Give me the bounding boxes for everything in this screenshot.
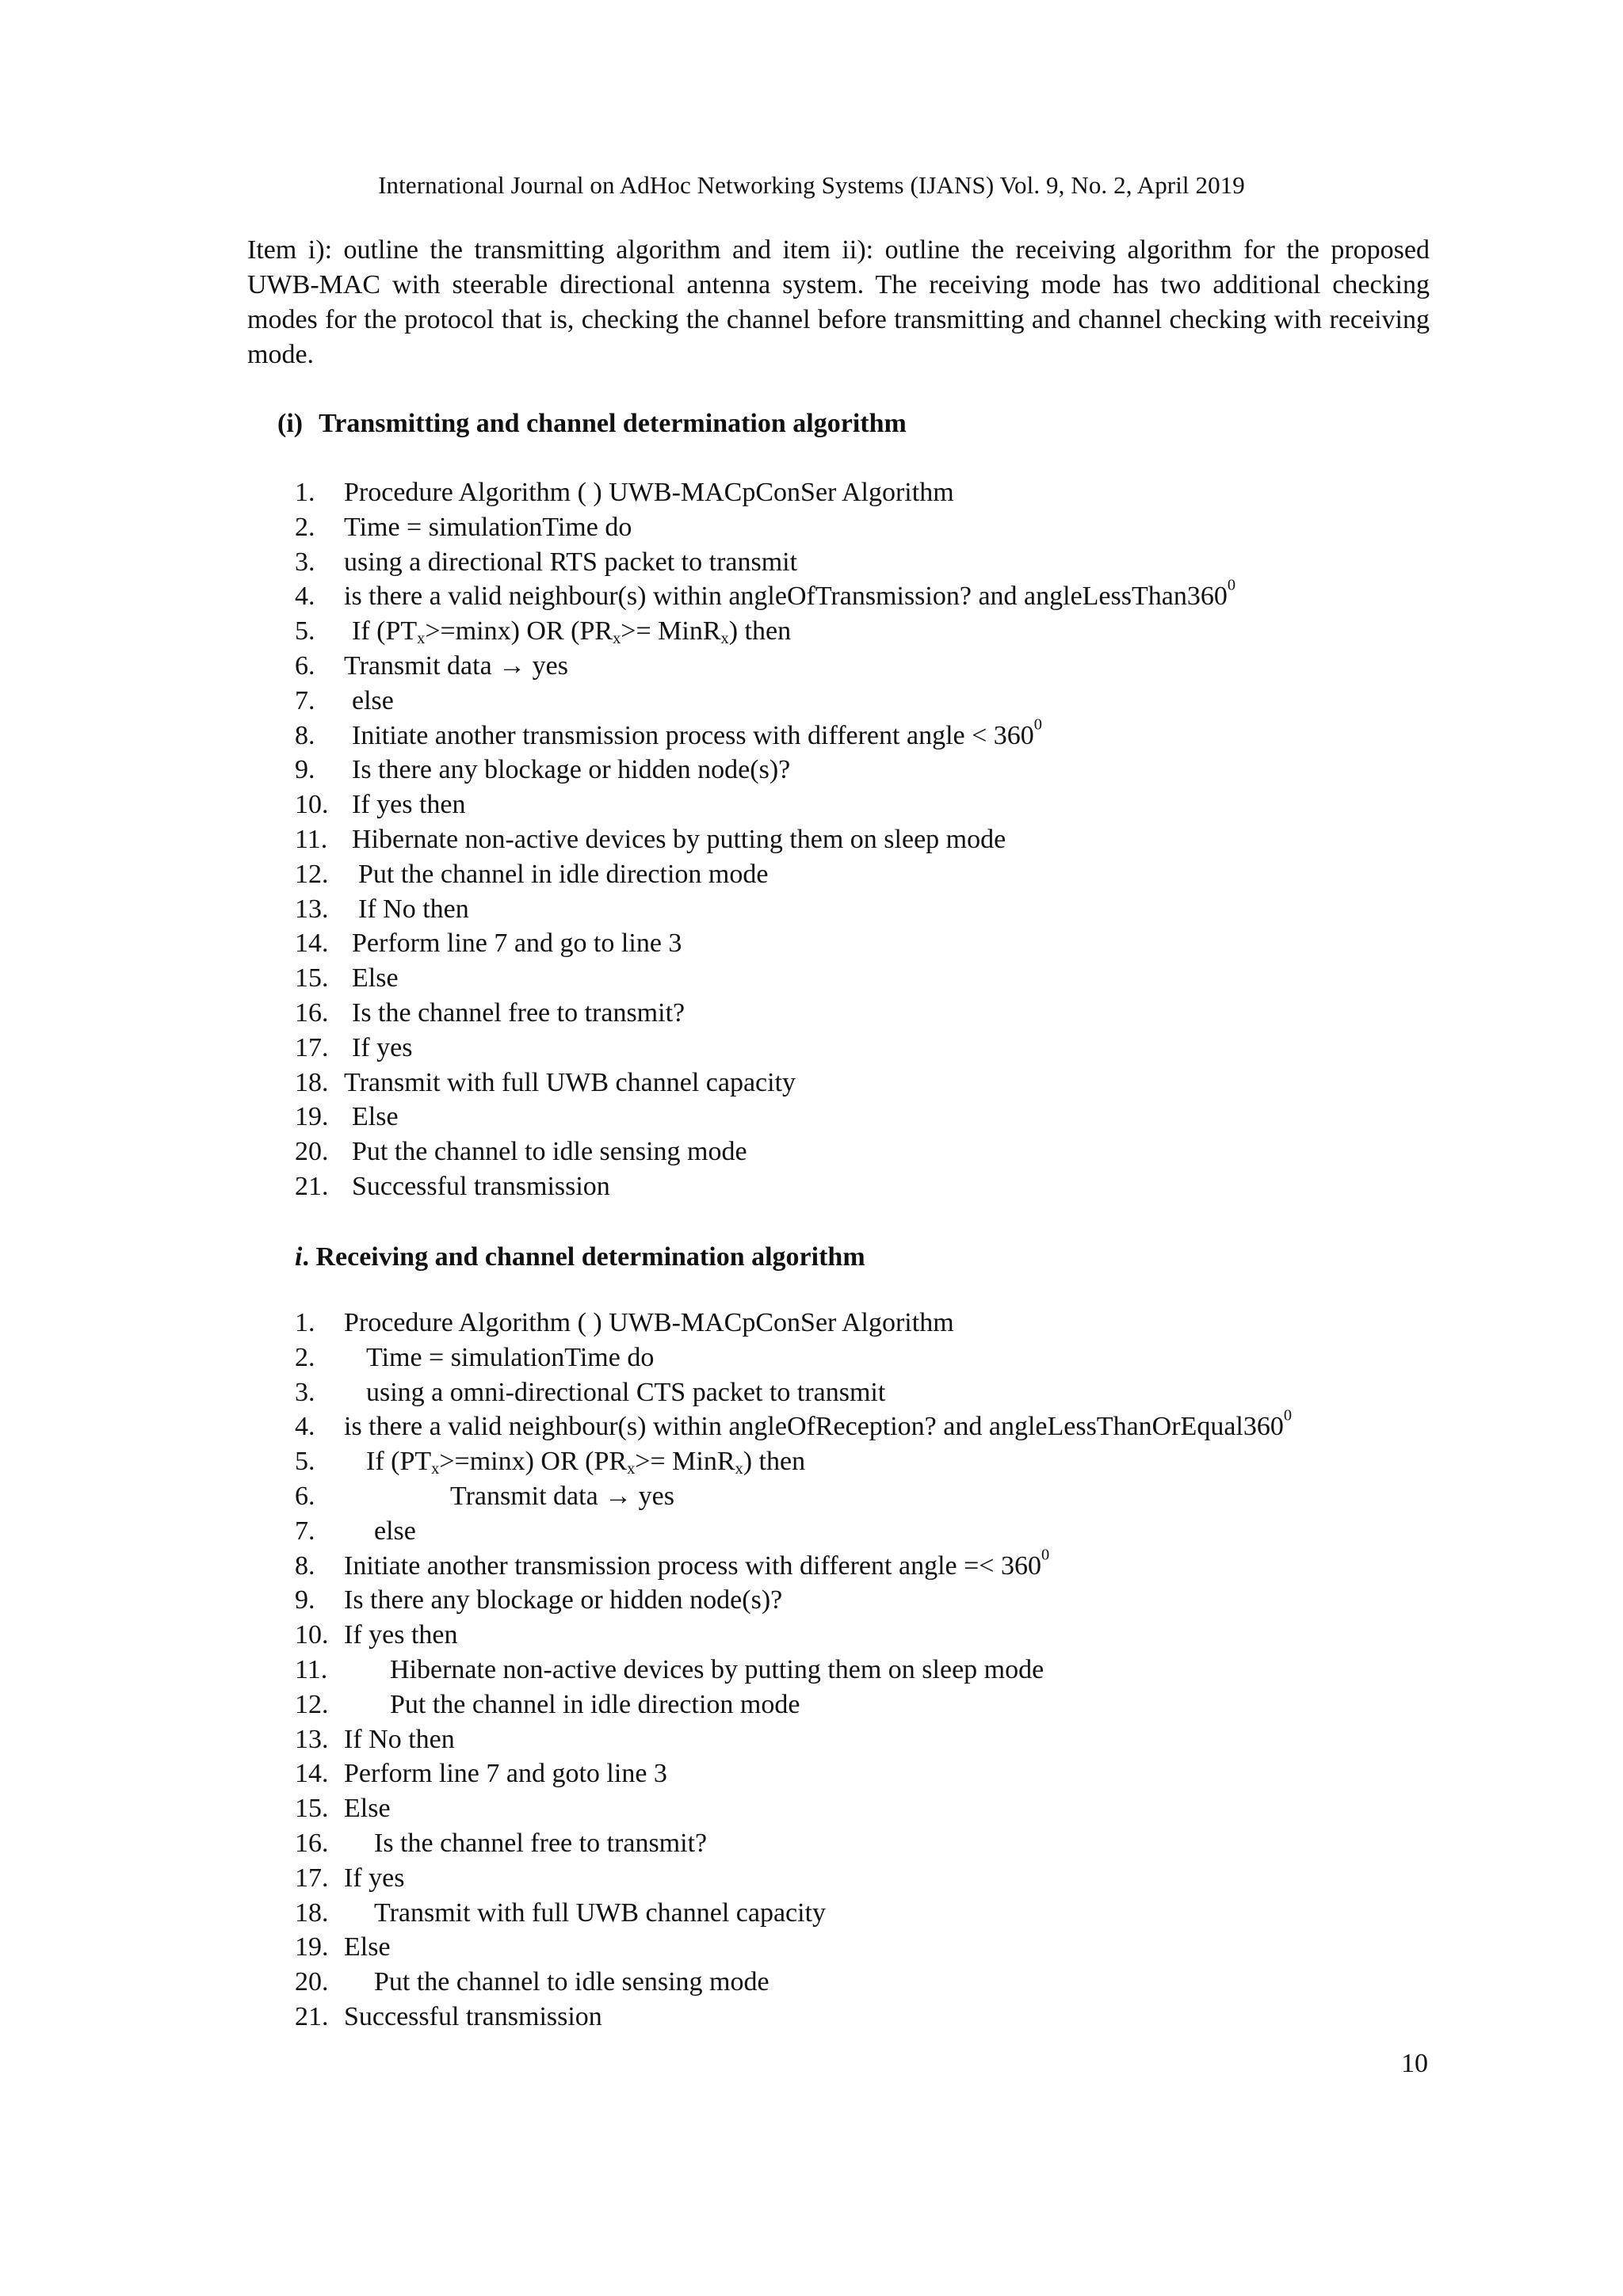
receive-algo-line-3	[0, 1375, 1623, 1410]
line-number: 13.	[295, 1724, 329, 1754]
receive-algo-line-4	[0, 1409, 1623, 1444]
transmit-algo-line-21	[0, 1169, 1623, 1204]
line-text: else	[374, 1516, 416, 1546]
line-text: Else	[352, 1102, 399, 1132]
transmit-algo-line-3	[0, 545, 1623, 580]
line-text: If yes then	[352, 790, 466, 820]
transmit-algo-line-1	[0, 475, 1623, 510]
transmit-algo-line-19	[0, 1100, 1623, 1135]
transmit-algo-line-15	[0, 961, 1623, 996]
line-number: 20.	[295, 1137, 329, 1167]
line-number: 11.	[295, 1654, 328, 1684]
transmit-algo-line-18	[0, 1066, 1623, 1100]
section-title: Transmitting and channel determination algorithm	[319, 409, 907, 438]
transmit-algo-line-5	[0, 614, 1623, 649]
line-text: Else	[344, 1794, 391, 1824]
line-number: 14.	[295, 1759, 329, 1789]
transmit-algo-line-6	[0, 649, 1623, 684]
line-text: Put the channel to idle sensing mode	[352, 1137, 747, 1167]
line-text: Successful transmission	[352, 1171, 610, 1201]
line-number: 7.	[295, 1516, 315, 1546]
line-text: Is the channel free to transmit?	[374, 1828, 708, 1858]
transmitting-algorithm-list	[0, 475, 1623, 1204]
line-text: is there a valid neighbour(s) within angleOfTransmission? and $angleLessThan360^0$	[344, 577, 1236, 612]
line-text: using a directional RTS packet to transmit	[344, 547, 798, 577]
line-text: If yes	[344, 1863, 405, 1893]
receive-algo-line-7	[0, 1514, 1623, 1549]
transmit-algo-line-8	[0, 715, 1623, 753]
line-number: 20.	[295, 1967, 329, 1997]
line-number: 21.	[295, 1171, 329, 1201]
line-text: Perform line 7 and go to line 3	[352, 929, 682, 959]
line-text: Else	[352, 963, 399, 994]
line-number: 6.	[295, 650, 315, 681]
line-number: 11.	[295, 824, 328, 854]
receive-algo-line-13	[0, 1722, 1623, 1757]
line-text: If yes then	[344, 1620, 458, 1650]
intro-paragraph: Item i): outline the transmitting algorithm and item ii): outline the receiving algorithm for the proposed UWB-MAC with steerable directional antenna system. The receiving mode has two additional checking modes for the protocol that is, checking the channel before transmitting and channel checking with receiving mode.	[247, 235, 1430, 369]
line-number: 18.	[295, 1897, 329, 1928]
line-number: 9.	[295, 1585, 315, 1615]
line-text: Procedure Algorithm ( ) UWB-MACpConSer Algorithm	[344, 1308, 954, 1337]
line-text: Procedure Algorithm ( ) UWB-MACpConSer Algorithm	[344, 478, 954, 507]
receive-algo-line-14	[0, 1756, 1623, 1791]
line-number: 15.	[295, 1794, 329, 1824]
line-text: Initiate another transmission process with different angle =< $360^0$	[344, 1546, 1050, 1581]
line-text: Time = simulationTime do	[344, 512, 632, 542]
line-number: 1.	[295, 478, 315, 507]
line-number: 21.	[295, 2001, 329, 2031]
line-number: 3.	[295, 1377, 315, 1407]
receive-algo-line-6	[0, 1479, 1623, 1514]
receive-algo-line-18	[0, 1896, 1623, 1931]
line-number: 12.	[295, 1689, 329, 1719]
running-header: International Journal on AdHoc Networking Systems (IJANS) Vol. 9, No. 2, April 2019	[378, 171, 1245, 199]
transmit-algo-line-20	[0, 1135, 1623, 1169]
line-number: 19.	[295, 1932, 329, 1962]
receive-algo-line-16	[0, 1826, 1623, 1861]
line-number: 2.	[295, 512, 315, 542]
line-text: Put the channel in idle direction mode	[390, 1689, 800, 1719]
line-number: 17.	[295, 1863, 329, 1893]
line-number: 9.	[295, 755, 315, 785]
section-heading-receiving	[295, 1242, 865, 1272]
line-text: Perform line 7 and goto line 3	[344, 1759, 667, 1789]
receive-algo-line-2	[0, 1341, 1623, 1375]
line-number: 13.	[295, 894, 329, 924]
section-title: . Receiving and channel determination algorithm	[302, 1242, 865, 1272]
line-number: 5.	[295, 616, 315, 646]
transmit-algo-line-13	[0, 892, 1623, 927]
transmit-algo-line-12	[0, 857, 1623, 892]
receive-algo-line-1	[0, 1306, 1623, 1341]
line-text: is there a valid neighbour(s) within angleOfReception? and $angleLessThanOrEqual360^0$	[344, 1407, 1293, 1442]
transmit-algo-line-2	[0, 510, 1623, 545]
transmit-algo-line-14	[0, 926, 1623, 961]
line-number: 16.	[295, 1828, 329, 1858]
line-text: Time = simulationTime do	[366, 1342, 655, 1372]
line-text: Put the channel in idle direction mode	[358, 859, 769, 889]
line-text: Transmit with full UWB channel capacity	[374, 1897, 827, 1928]
line-number: 6.	[295, 1481, 315, 1511]
line-text: Transmit with full UWB channel capacity	[344, 1067, 796, 1097]
line-text: Transmit data → yes	[450, 1481, 675, 1511]
receive-algo-line-5	[0, 1444, 1623, 1479]
receive-algo-line-17	[0, 1861, 1623, 1896]
line-text: If $(PT_x>=\min x)$ OR ($PR_x>=$ MinR$_x$) then	[366, 1447, 806, 1478]
receive-algo-line-15	[0, 1791, 1623, 1826]
receive-algo-line-20	[0, 1965, 1623, 2000]
line-text: Hibernate non-active devices by putting them on sleep mode	[390, 1654, 1044, 1684]
line-number: 10.	[295, 790, 329, 820]
transmit-algo-line-9	[0, 753, 1623, 788]
transmit-algo-line-10	[0, 788, 1623, 822]
line-number: 5.	[295, 1447, 315, 1477]
line-text: If yes	[352, 1032, 413, 1062]
receive-algo-line-10	[0, 1618, 1623, 1653]
line-number: 2.	[295, 1342, 315, 1372]
line-number: 17.	[295, 1032, 329, 1062]
section-marker: (i)	[277, 409, 304, 438]
receive-algo-line-12	[0, 1688, 1623, 1722]
line-number: 16.	[295, 997, 329, 1028]
line-number: 3.	[295, 547, 315, 577]
transmit-algo-line-16	[0, 996, 1623, 1031]
line-number: 18.	[295, 1067, 329, 1097]
line-text: Is there any blockage or hidden node(s)?	[352, 755, 791, 785]
line-number: 8.	[295, 720, 315, 750]
line-number: 19.	[295, 1102, 329, 1132]
line-text: Hibernate non-active devices by putting them on sleep mode	[352, 824, 1006, 854]
line-text: using a omni-directional CTS packet to transmit	[366, 1377, 886, 1407]
line-number: 14.	[295, 929, 329, 959]
line-number: 7.	[295, 685, 315, 715]
receive-algo-line-9	[0, 1583, 1623, 1618]
page-number: 10	[1401, 2049, 1428, 2078]
line-number: 8.	[295, 1550, 315, 1581]
receive-algo-line-19	[0, 1930, 1623, 1965]
transmit-algo-line-11	[0, 822, 1623, 857]
line-text: Else	[344, 1932, 391, 1962]
transmit-algo-line-7	[0, 684, 1623, 719]
line-text: If No then	[358, 894, 469, 924]
line-text: Initiate another transmission process with different angle < $360^0$	[352, 715, 1042, 750]
transmit-algo-line-4	[0, 579, 1623, 614]
line-text: else	[352, 685, 394, 715]
line-text: If No then	[344, 1724, 455, 1754]
line-number: 12.	[295, 859, 329, 889]
transmit-algo-line-17	[0, 1031, 1623, 1066]
line-number: 4.	[295, 582, 315, 612]
line-text: Put the channel to idle sensing mode	[374, 1967, 769, 1997]
line-number: 10.	[295, 1620, 329, 1650]
receive-algo-line-11	[0, 1653, 1623, 1688]
section-marker: i	[295, 1242, 303, 1272]
line-text: Is the channel free to transmit?	[352, 997, 685, 1028]
receive-algo-line-8	[0, 1546, 1623, 1584]
line-text: Is there any blockage or hidden node(s)?	[344, 1585, 783, 1615]
line-number: 15.	[295, 963, 329, 994]
line-text: Successful transmission	[344, 2001, 602, 2031]
line-text: If $(PT_x>=\min x)$ OR ($PR_x>=$ MinR$_x$) then	[352, 616, 792, 648]
line-text: Transmit data → yes	[344, 650, 569, 681]
line-number: 1.	[295, 1308, 315, 1337]
line-number: 4.	[295, 1412, 315, 1442]
receiving-algorithm-list	[0, 1306, 1623, 2035]
receive-algo-line-21	[0, 2000, 1623, 2035]
section-heading-transmitting	[277, 409, 907, 439]
